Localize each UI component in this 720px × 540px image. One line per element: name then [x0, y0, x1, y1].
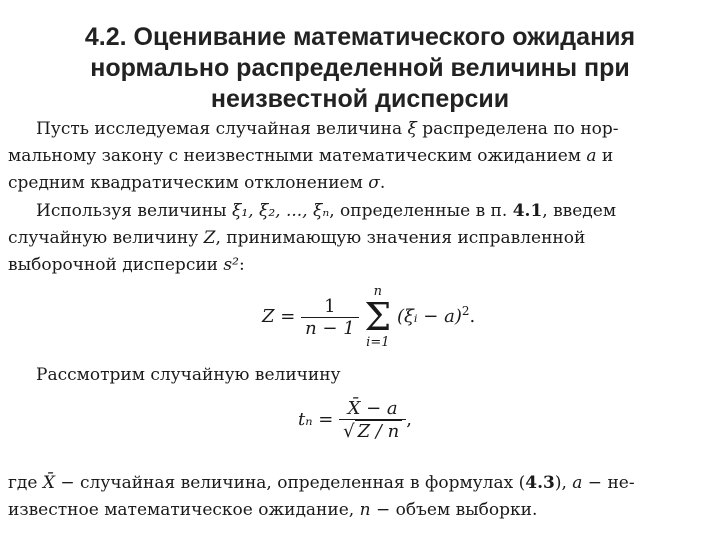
para4-line-1: где X̄ − случайная величина, определенная в формулах (4.3), a − не- [8, 473, 635, 493]
page-title [20, 22, 700, 115]
sum-symbol: n Σ i=1 [364, 284, 392, 350]
title-line-3: неизвестной дисперсии [210, 85, 510, 113]
title-line-1: 4.2. Оценивание математического ожидания [84, 23, 636, 51]
sigma-symbol: σ [368, 173, 380, 193]
fraction-1-over-n-minus-1: $\frac{1}{n - 1}$ [301, 296, 359, 339]
formula-t: tₙ = $\frac{X̄ - a}{√ Z / n}$ , [298, 398, 412, 442]
formula-ref: 4.3 [525, 473, 555, 493]
xi-sequence: ξ₁, ξ₂, ..., ξₙ [231, 201, 330, 221]
s-squared-symbol: s² [223, 255, 239, 275]
a-symbol: a [586, 146, 597, 166]
formula-z: Z = $\frac{1}{n - 1}$ n Σ i=1 (ξᵢ − a)$^2$. [262, 284, 476, 350]
z-symbol: Z [203, 228, 216, 248]
fraction-t: $\frac{X̄ - a}{√ Z / n}$ [339, 398, 406, 442]
xi-symbol: ξ [407, 119, 417, 139]
title-line-2: нормально распределенной величины при [90, 54, 630, 82]
para4-line-2: известное математическое ожидание, n − объем выборки. [8, 500, 538, 520]
para1-line-2: мальному закону с неизвестными математическим ожиданием a и [8, 146, 614, 166]
a-symbol-2: a [572, 473, 583, 493]
para1-line-3: средним квадратическим отклонением σ. [8, 173, 386, 193]
para3-line: Рассмотрим случайную величину [36, 365, 341, 385]
para1-line-1: Пусть исследуемая случайная величина ξ распределена по нор- [36, 119, 619, 139]
para2-line-1: Используя величины ξ₁, ξ₂, ..., ξₙ, определенные в п. 4.1, введем [36, 201, 617, 221]
para2-line-2: случайную величину Z, принимающую значения исправленной [8, 228, 586, 248]
n-symbol: n [359, 500, 371, 520]
section-ref: 4.1 [512, 201, 543, 221]
para2-line-3: выборочной дисперсии s²: [8, 255, 245, 275]
xbar-symbol: X̄ [42, 473, 55, 493]
